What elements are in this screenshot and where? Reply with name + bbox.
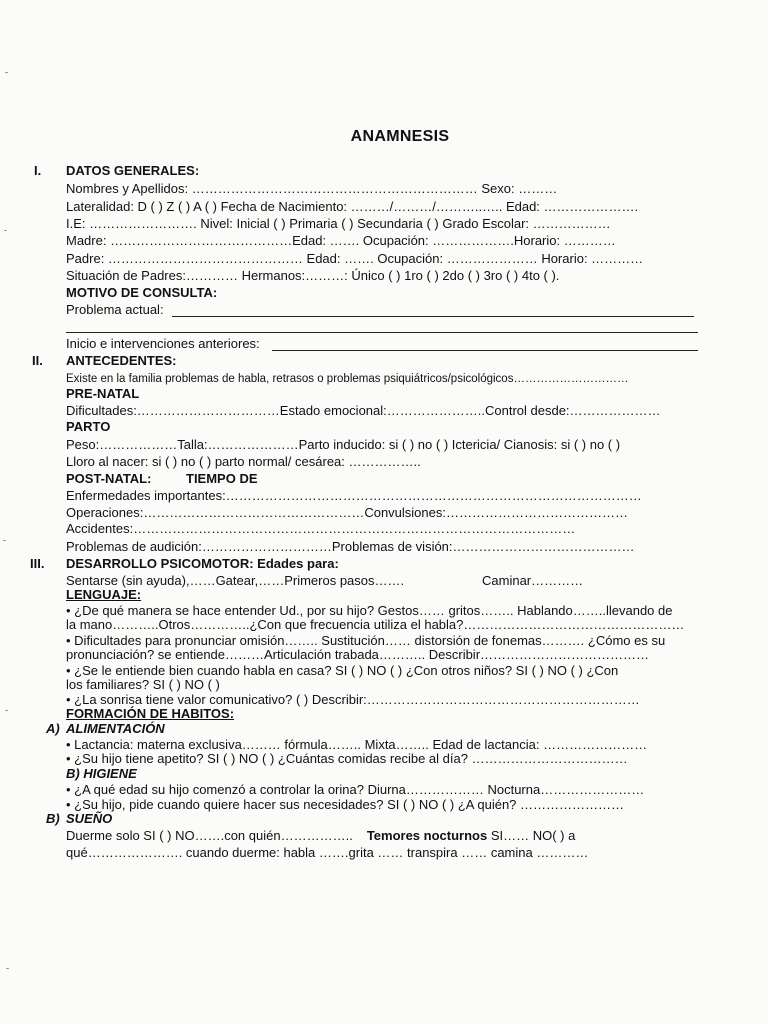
field-prenatal: Dificultades:……………………………Estado emocional:…………………..Control desde:………………… (66, 403, 661, 418)
field-alimentacion-2: • ¿Su hijo tiene apetito? SI ( ) NO ( ) ¿Cuántas comidas recibe al día? ……………………………… (66, 751, 628, 766)
field-alimentacion-1: • Lactancia: materna exclusiva……… fórmula…….. Mixta…….. Edad de lactancia: …………………… (66, 737, 648, 752)
field-padre: Padre: ……………………………………… Edad: ……. Ocupación: ………………… Horario: ………… (66, 251, 644, 266)
field-problema-actual: Problema actual: (66, 302, 164, 317)
field-caminar: Caminar………… (482, 573, 584, 588)
subheading-alimentacion: ALIMENTACIÓN (66, 721, 165, 736)
field-enfermedades: Enfermedades importantes:…………………………………………………………………………………… (66, 488, 642, 503)
section-heading-antecedentes: ANTECEDENTES: (66, 353, 177, 368)
field-lenguaje-7: • ¿La sonrisa tiene valor comunicativo? ( ) Describir:……………………………………………………… (66, 692, 640, 707)
section-heading-desarrollo-psicomotor: DESARROLLO PSICOMOTOR: Edades para: (66, 556, 339, 571)
field-nombres: Nombres y Apellidos: ………………………………………………………… Sexo: ……… (66, 181, 558, 196)
problema-actual-line-2 (66, 332, 698, 333)
field-lateralidad: Lateralidad: D ( ) Z ( ) A ( ) Fecha de Nacimiento: ………/………/………..….. Edad: …………………. (66, 199, 639, 214)
field-higiene-1: • ¿A qué edad su hijo comenzó a controlar la orina? Diurna……………… Nocturna…………………… (66, 782, 645, 797)
label-a: A) (46, 721, 60, 736)
field-situacion-padres: Situación de Padres:………… Hermanos:………: Único ( ) 1ro ( ) 2do ( ) 3ro ( ) 4to ( ). (66, 268, 560, 283)
field-sueno-2: qué…………………. cuando duerme: habla …….grita …… transpira …… camina ………… (66, 845, 589, 860)
section-number-iii: III. (30, 556, 45, 571)
section-heading-motivo-consulta: MOTIVO DE CONSULTA: (66, 285, 218, 300)
field-antecedentes-familia: Existe en la familia problemas de habla, retrasos o problemas psiquiátricos/psicológicos………………………… (66, 373, 629, 385)
field-lenguaje-1: • ¿De qué manera se hace entender Ud., por su hijo? Gestos…… gritos…….. Hablando……..llevando de (66, 603, 673, 618)
label-b: B) (46, 811, 60, 826)
field-parto-peso: Peso:………………Talla:…………………Parto inducido: si ( ) no ( ) Ictericia/ Cianosis: si ( ) no ( ) (66, 437, 621, 452)
scan-speck (3, 540, 6, 541)
field-lenguaje-6: los familiares? SI ( ) NO ( ) (66, 677, 220, 692)
field-sueno-duerme: Duerme solo SI ( ) NO…….con quién…………….. (66, 828, 353, 843)
subheading-higiene: B) HIGIENE (66, 766, 137, 781)
field-accidentes: Accidentes:………………………………………………………………………………………… (66, 521, 576, 536)
field-lenguaje-2: la mano………..Otros…………..¿Con que frecuencia utiliza el habla?…………………………………………… (66, 617, 685, 632)
field-higiene-2: • ¿Su hijo, pide cuando quiere hacer sus necesidades? SI ( ) NO ( ) ¿A quién? …………………… (66, 797, 625, 812)
field-lenguaje-5: • ¿Se le entiende bien cuando habla en casa? SI ( ) NO ( ) ¿Con otros niños? SI ( ) NO ( ) ¿Con (66, 663, 619, 678)
section-number-ii: II. (32, 353, 43, 368)
field-lenguaje-3: • Dificultades para pronunciar omisión…….. Sustitución…… distorsión de fonemas………. ¿Cómo es su (66, 633, 666, 648)
field-lenguaje-4: pronunciación? se entiende………Articulación trabada……….. Describir………………………………… (66, 647, 650, 662)
field-motor-edades: Sentarse (sin ayuda),……Gatear,……Primeros pasos……. (66, 573, 405, 588)
inicio-intervenciones-line (272, 350, 698, 351)
section-number-i: I. (34, 163, 42, 178)
subheading-formacion-habitos: FORMACIÓN DE HABITOS: (66, 706, 235, 721)
field-sueno-1 (66, 828, 575, 844)
field-sueno-temores: SI…… NO( ) a (487, 828, 576, 843)
field-madre: Madre: ……………………………………Edad: ……. Ocupación: ……………….Horario: ………… (66, 233, 616, 248)
label-temores-nocturnos: Temores nocturnos (366, 828, 488, 843)
scan-speck (5, 710, 8, 711)
subheading-post-natal: POST-NATAL: (66, 471, 152, 486)
subheading-tiempo-de: TIEMPO DE (186, 471, 258, 486)
scan-speck (4, 230, 7, 231)
problema-actual-line (172, 316, 694, 317)
subheading-lenguaje: LENGUAJE: (66, 587, 142, 602)
field-parto-lloro: Lloro al nacer: si ( ) no ( ) parto normal/ cesárea: …………….. (66, 454, 421, 469)
subheading-sueno: SUEÑO (66, 811, 113, 826)
field-operaciones: Operaciones:……………………………………………Convulsiones:…………………………………… (66, 505, 628, 520)
field-problemas-audicion: Problemas de audición:…………………………Problemas de visión:…………………………………… (66, 539, 635, 554)
scan-speck (5, 72, 8, 73)
scan-speck (6, 968, 9, 969)
form-title: ANAMNESIS (350, 128, 450, 145)
section-heading-datos-generales: DATOS GENERALES: (66, 163, 200, 178)
subheading-pre-natal: PRE-NATAL (66, 386, 140, 401)
field-ie-nivel: I.E: ……………………. Nivel: Inicial ( ) Primaria ( ) Secundaria ( ) Grado Escolar: ……………… (66, 216, 611, 231)
subheading-parto: PARTO (66, 419, 111, 434)
field-inicio-intervenciones: Inicio e intervenciones anteriores: (66, 336, 260, 351)
